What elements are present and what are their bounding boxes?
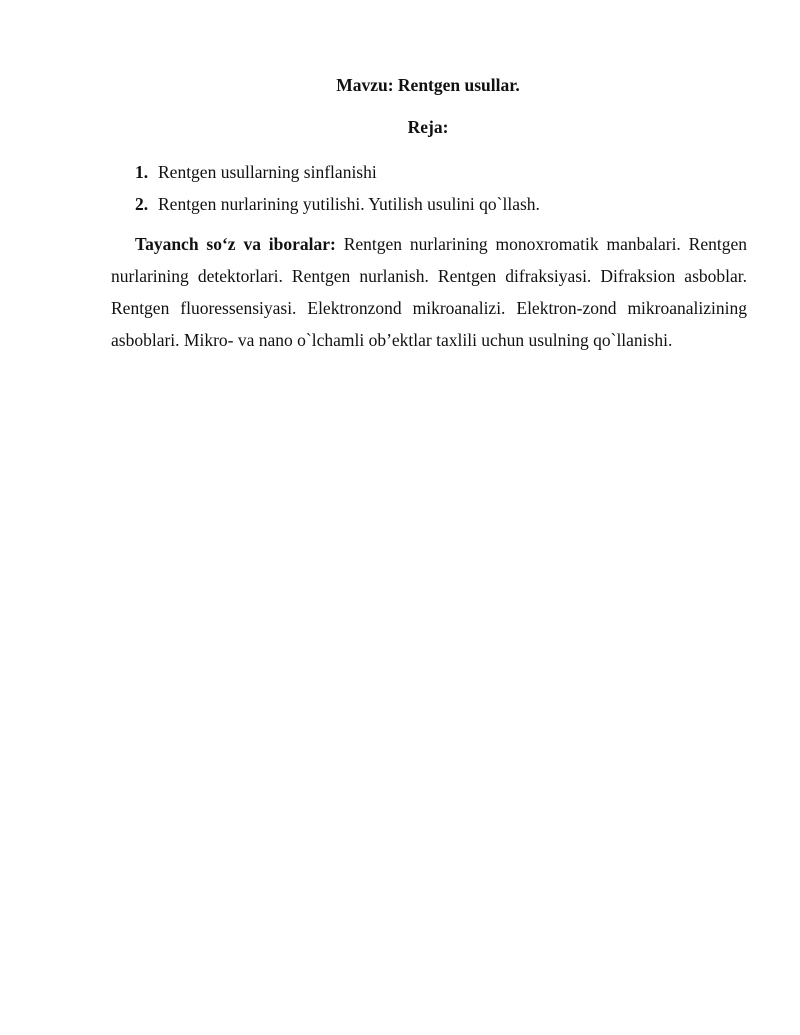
- keywords-text: Rentgen nurlarining monoxromatik manbalari. Rentgen nurlarining detektorlari. Rentgen nurlanish. Rentgen difraksiyasi. Difraksion asboblar. Rentgen fluoressensiyasi. Elektronzond mikroanalizi. Elektron-zond mikroanalizining asboblari. Mikro- va nano o`lchamli ob’ektlar taxlili uchun usulning qo`llanishi.: [111, 234, 747, 350]
- keywords-label: Tayanch so‘z va iboralar:: [135, 234, 336, 254]
- plan-item-number: 1.: [135, 162, 149, 182]
- plan-item-text: Rentgen nurlarining yutilishi. Yutilish usulini qo`llash.: [158, 194, 540, 214]
- plan-item: [135, 156, 540, 188]
- plan-item: [135, 188, 540, 220]
- plan-list: [135, 156, 540, 220]
- plan-heading: Reja:: [407, 117, 449, 137]
- page-title: Mavzu: Rentgen usullar.: [336, 75, 520, 95]
- plan-item-number: 2.: [135, 194, 149, 214]
- plan-item-text: Rentgen usullarning sinflanishi: [158, 162, 377, 182]
- keywords-paragraph: [111, 228, 747, 356]
